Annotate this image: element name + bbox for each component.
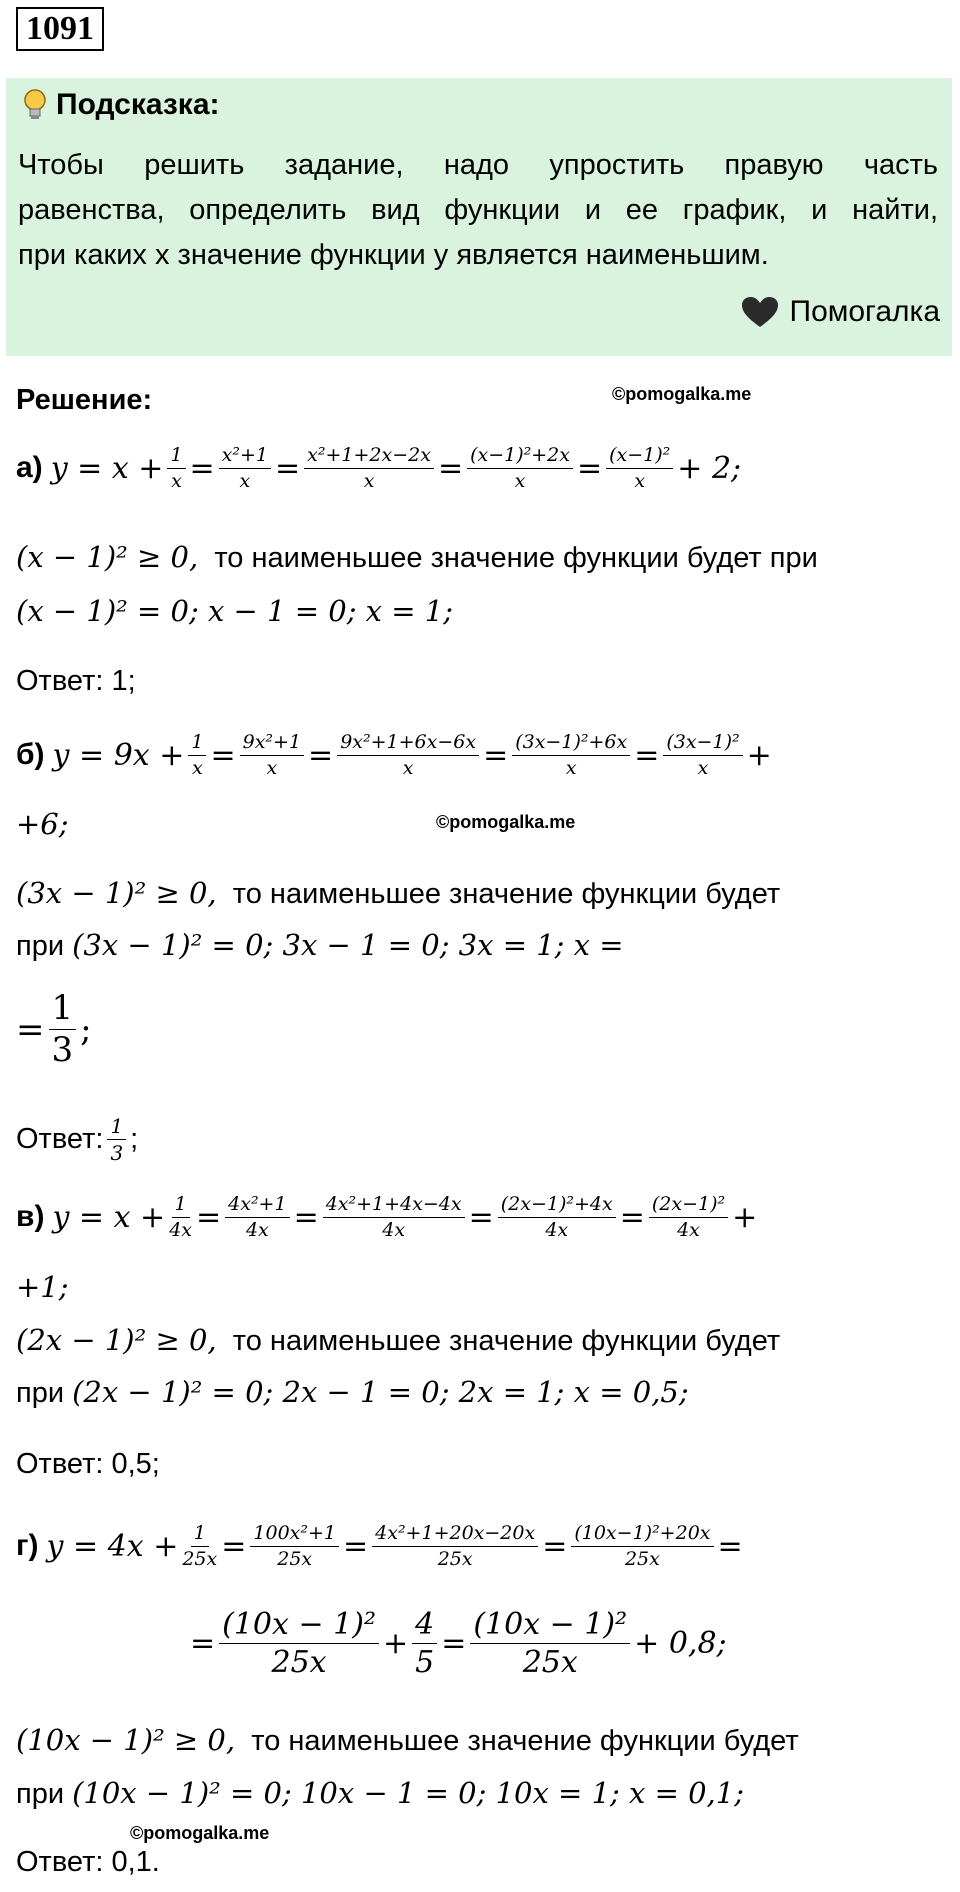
fraction: $\frac{\text{x²+1}}{x}$ xyxy=(219,445,271,492)
fraction: $\frac{\text{(10x − 1)²}}{25x}$ xyxy=(470,1608,630,1679)
math-seg: y = x + xyxy=(50,450,164,486)
watermark: ©pomogalka.me xyxy=(436,812,576,832)
math-seg: = xyxy=(189,450,215,486)
part-a-line3: (x − 1)² = 0; x − 1 = 0; x = 1; xyxy=(16,594,453,628)
brand xyxy=(740,295,941,329)
part-g-line3 xyxy=(16,1723,799,1758)
math-seg: + 0,8; xyxy=(634,1626,727,1661)
math-seg: y = 9x + xyxy=(52,737,185,773)
part-v-cont: +1; xyxy=(16,1270,69,1304)
part-b-answer xyxy=(16,1115,138,1164)
text-seg: то наименьшее значение функции будет xyxy=(232,1325,781,1357)
math-seg: (3x − 1)² ≥ 0, xyxy=(16,876,217,910)
watermark: ©pomogalka.me xyxy=(130,1823,270,1843)
math-seg: (x − 1)² ≥ 0, xyxy=(16,540,199,574)
math-seg: = xyxy=(634,737,660,773)
math-seg: = xyxy=(16,1009,45,1050)
fraction: $\frac{\text{(x−1)²+2x}}{x}$ xyxy=(467,445,573,492)
hint-title-text: Подсказка: xyxy=(56,88,220,121)
text-seg: при xyxy=(16,930,65,962)
part-b-line2 xyxy=(16,876,780,911)
part-a-expr xyxy=(16,445,741,492)
text-seg: при xyxy=(16,1377,65,1409)
fraction: $\frac{\text{100x²+1}}{25x}$ xyxy=(250,1523,339,1570)
math-seg: (2x − 1)² ≥ 0, xyxy=(16,1323,217,1357)
hint-line: при каких x значение функции y является наименьшим. xyxy=(18,239,769,271)
part-v-expr xyxy=(16,1194,757,1241)
math-seg: = xyxy=(483,737,509,773)
math-seg: = xyxy=(221,1528,247,1564)
fraction: $\frac{\text{(3x−1)²}}{x}$ xyxy=(663,732,742,779)
part-a-label: а) xyxy=(16,451,43,485)
math-seg: = xyxy=(468,1199,494,1235)
math-seg: + xyxy=(732,1199,758,1235)
text-seg: то наименьшее значение функции будет xyxy=(232,878,781,910)
math-seg: (3x − 1)² = 0; 3x − 1 = 0; 3x = 1; x = xyxy=(72,928,624,962)
math-seg: y = x + xyxy=(52,1199,166,1235)
text-seg: Ответ: xyxy=(16,1123,104,1155)
fraction: $\frac{1}{25x}$ xyxy=(182,1522,218,1570)
part-b-line4 xyxy=(16,990,92,1070)
math-seg: = xyxy=(190,1626,216,1661)
math-seg: = xyxy=(437,450,464,486)
part-g-line2 xyxy=(190,1608,727,1679)
hint-line: равенства, определить вид функции и ее график, и найти, xyxy=(18,194,938,226)
part-g-expr xyxy=(16,1523,743,1570)
fraction: $\frac{1}{3}$ xyxy=(49,990,77,1070)
fraction: 1 3 xyxy=(107,1115,126,1164)
math-seg: = xyxy=(308,737,334,773)
math-seg: = xyxy=(542,1528,568,1564)
math-seg: = xyxy=(196,1199,222,1235)
part-v-label: в) xyxy=(16,1200,45,1234)
fraction: $\frac{\text{4x²+1}}{4x}$ xyxy=(225,1194,289,1241)
part-g-label: г) xyxy=(16,1529,39,1563)
math-seg: = xyxy=(343,1528,369,1564)
math-seg: (10x − 1)² ≥ 0, xyxy=(16,1723,236,1757)
fraction: $\frac{\text{(10x − 1)²}}{25x}$ xyxy=(219,1608,379,1679)
fraction: $\frac{\text{(x−1)²}}{x}$ xyxy=(606,445,673,492)
part-v-line2 xyxy=(16,1323,780,1358)
text-seg: при xyxy=(16,1778,65,1810)
lightbulb-icon xyxy=(22,88,48,122)
hint-title xyxy=(22,88,220,122)
text-seg: ; xyxy=(130,1123,139,1155)
fraction: $\frac{4}{5}$ xyxy=(412,1608,437,1679)
math-seg: + xyxy=(746,737,772,773)
math-seg: = xyxy=(576,450,603,486)
heart-icon xyxy=(740,295,780,329)
task-number: 1091 xyxy=(16,7,104,51)
fraction: $\frac{\text{(2x−1)²+4x}}{4x}$ xyxy=(498,1194,616,1241)
math-seg: (2x − 1)² = 0; 2x − 1 = 0; 2x = 1; x = 0,5; xyxy=(72,1375,689,1409)
part-v-line3 xyxy=(16,1375,689,1410)
math-seg: = xyxy=(275,450,301,486)
fraction: $\frac{1}{x}$ xyxy=(167,445,185,492)
fraction: $\frac{\text{4x²+1+20x−20x}}{25x}$ xyxy=(372,1523,538,1570)
fraction: $\frac{\text{x²+1+2x−2x}}{x}$ xyxy=(304,445,434,492)
part-g-line4 xyxy=(16,1776,744,1811)
math-seg: = xyxy=(441,1626,467,1661)
part-b-expr xyxy=(16,732,772,779)
fraction: $\frac{\text{(2x−1)²}}{4x}$ xyxy=(649,1194,728,1241)
math-seg: (10x − 1)² = 0; 10x − 1 = 0; 10x = 1; x = 0,1; xyxy=(72,1776,744,1810)
part-g-answer: Ответ: 0,1. xyxy=(16,1846,160,1878)
part-a-answer: Ответ: 1; xyxy=(16,665,136,697)
math-seg: = xyxy=(619,1199,645,1235)
math-seg: y = 4x + xyxy=(46,1528,179,1564)
math-seg: + xyxy=(382,1626,409,1661)
fraction: $\frac{1}{4x}$ xyxy=(169,1193,192,1241)
math-seg: ; xyxy=(80,1009,92,1050)
math-seg: = xyxy=(210,737,236,773)
text-seg: то наименьшее значение функции будет xyxy=(251,1725,799,1757)
hint-text xyxy=(18,143,938,278)
fraction: $\frac{1}{x}$ xyxy=(188,732,206,779)
part-b-line3 xyxy=(16,928,624,963)
brand-name: Помогалка xyxy=(789,295,940,328)
hint-line: Чтобы решить задание, надо упростить правую часть xyxy=(18,149,938,181)
part-v-answer: Ответ: 0,5; xyxy=(16,1448,160,1480)
part-b-label: б) xyxy=(16,738,45,772)
part-a-line2 xyxy=(16,540,818,575)
fraction: $\frac{\text{9x²+1}}{x}$ xyxy=(240,732,304,779)
part-b-cont: +6; xyxy=(16,807,69,841)
fraction: $\frac{\text{9x²+1+6x−6x}}{x}$ xyxy=(337,732,479,779)
fraction: $\frac{\text{(3x−1)²+6x}}{x}$ xyxy=(512,732,630,779)
math-seg: = xyxy=(717,1528,743,1564)
fraction: $\frac{\text{(10x−1)²+20x}}{25x}$ xyxy=(571,1523,713,1570)
math-seg: = xyxy=(293,1199,319,1235)
text-seg: то наименьшее значение функции будет при xyxy=(214,542,818,574)
solution-label: Решение: xyxy=(16,384,153,416)
math-seg: + 2; xyxy=(677,450,742,486)
fraction: $\frac{\text{4x²+1+4x−4x}}{4x}$ xyxy=(323,1194,465,1241)
watermark: ©pomogalka.me xyxy=(612,384,752,404)
